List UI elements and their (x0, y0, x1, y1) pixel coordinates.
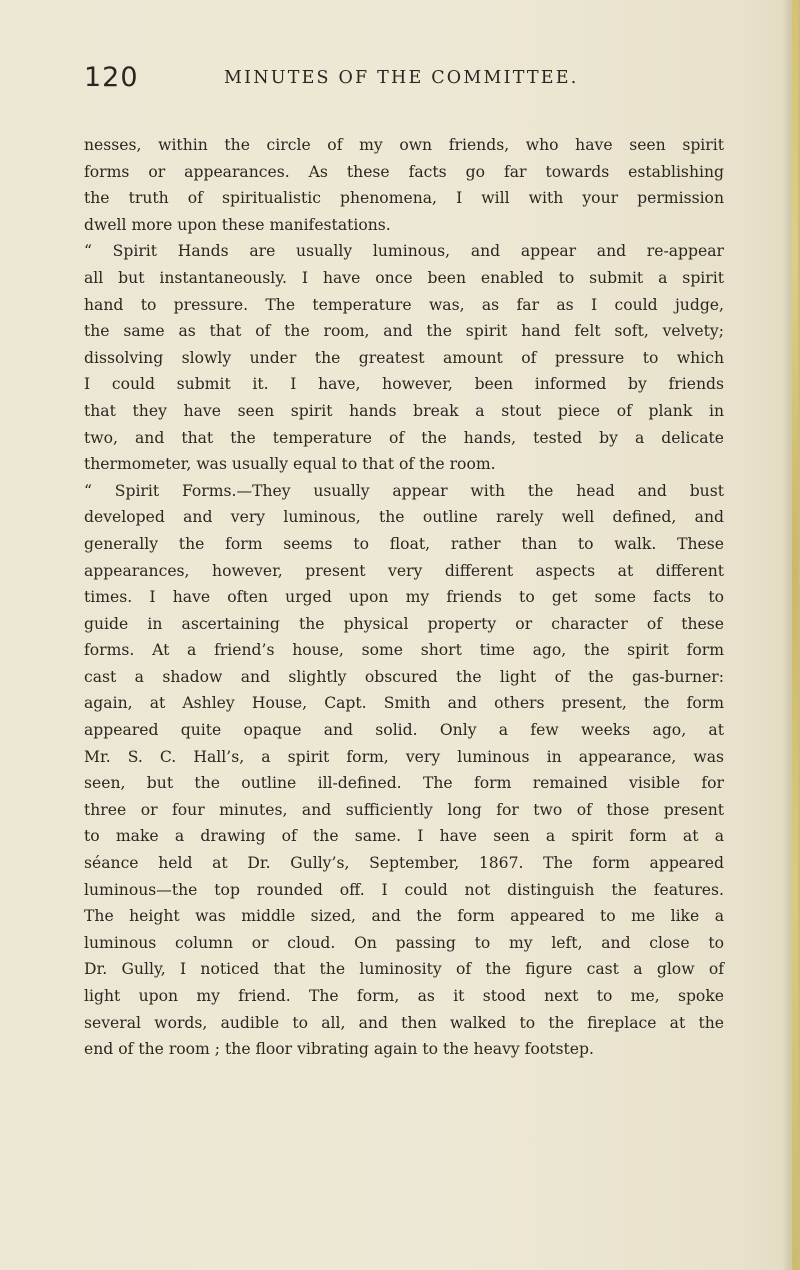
text-line: several words, audible to all, and then walked to the fireplace at the (84, 1013, 724, 1032)
text-line: forms or appearances. As these facts go far towards establishing (84, 162, 724, 181)
text-line: times. I have often urged upon my friends to get some facts to (84, 588, 724, 607)
text-line: generally the form seems to float, rather than to walk. These (84, 534, 724, 553)
binding-strip (792, 0, 798, 1270)
text-line: seen, but the outline ill-defined. The form remained visible for (84, 774, 724, 793)
page-header (84, 62, 724, 102)
text-line: The height was middle sized, and the form appeared to me like a (84, 907, 724, 926)
text-line: again, at Ashley House, Capt. Smith and others present, the form (84, 694, 724, 713)
text-line: appeared quite opaque and solid. Only a few weeks ago, at (84, 721, 724, 740)
text-line: to make a drawing of the same. I have seen a spirit form at a (84, 827, 724, 846)
text-line: cast a shadow and slightly obscured the light of the gas-burner: (84, 667, 724, 686)
text-line: nesses, within the circle of my own friends, who have seen spirit (84, 136, 724, 154)
text-line: séance held at Dr. Gully’s, September, 1867. The form appeared (84, 854, 724, 873)
text-line: thermometer, was usually equal to that of the room. (84, 455, 496, 474)
text-line: hand to pressure. The temperature was, as far as I could judge, (84, 295, 724, 314)
text-line: appearances, however, present very different aspects at different (84, 561, 724, 580)
text-line: dwell more upon these manifestations. (84, 215, 391, 234)
body-text (84, 132, 724, 1063)
text-line: end of the room ; the floor vibrating again to the heavy footstep. (84, 1040, 594, 1059)
text-line: the same as that of the room, and the spirit hand felt soft, velvety; (84, 322, 724, 341)
text-line: the truth of spiritualistic phenomena, I will with your permission (84, 189, 724, 208)
text-line: that they have seen spirit hands break a stout piece of plank in (84, 401, 724, 420)
text-line: forms. At a friend’s house, some short time ago, the spirit form (84, 641, 724, 660)
text-line: three or four minutes, and sufficiently long for two of those present (84, 800, 724, 819)
page-number: 120 (84, 62, 139, 93)
text-line: luminous—the top rounded off. I could not distinguish the features. (84, 880, 724, 899)
running-head: MINUTES OF THE COMMITTEE. (224, 68, 579, 88)
text-line: developed and very luminous, the outline rarely well defined, and (84, 508, 724, 527)
text-line: light upon my friend. The form, as it stood next to me, spoke (84, 987, 724, 1005)
text-line: Mr. S. C. Hall’s, a spirit form, very luminous in appearance, was (84, 747, 724, 766)
text-line: I could submit it. I have, however, been informed by friends (84, 375, 724, 394)
text-line: all but instantaneously. I have once been enabled to submit a spirit (84, 268, 724, 287)
text-line: dissolving slowly under the greatest amount of pressure to which (84, 348, 724, 367)
text-line: guide in ascertaining the physical property or character of these (84, 614, 724, 633)
text-line: Dr. Gully, I noticed that the luminosity of the figure cast a glow of (84, 960, 724, 979)
text-line-spirit-forms: “ Spirit Forms.—They usually appear with the head and bust (84, 481, 724, 500)
text-line: two, and that the temperature of the hands, tested by a delicate (84, 428, 724, 447)
text-line: luminous column or cloud. On passing to my left, and close to (84, 933, 724, 952)
text-line-spirit-hands: “ Spirit Hands are usually luminous, and appear and re-appear (84, 242, 724, 261)
